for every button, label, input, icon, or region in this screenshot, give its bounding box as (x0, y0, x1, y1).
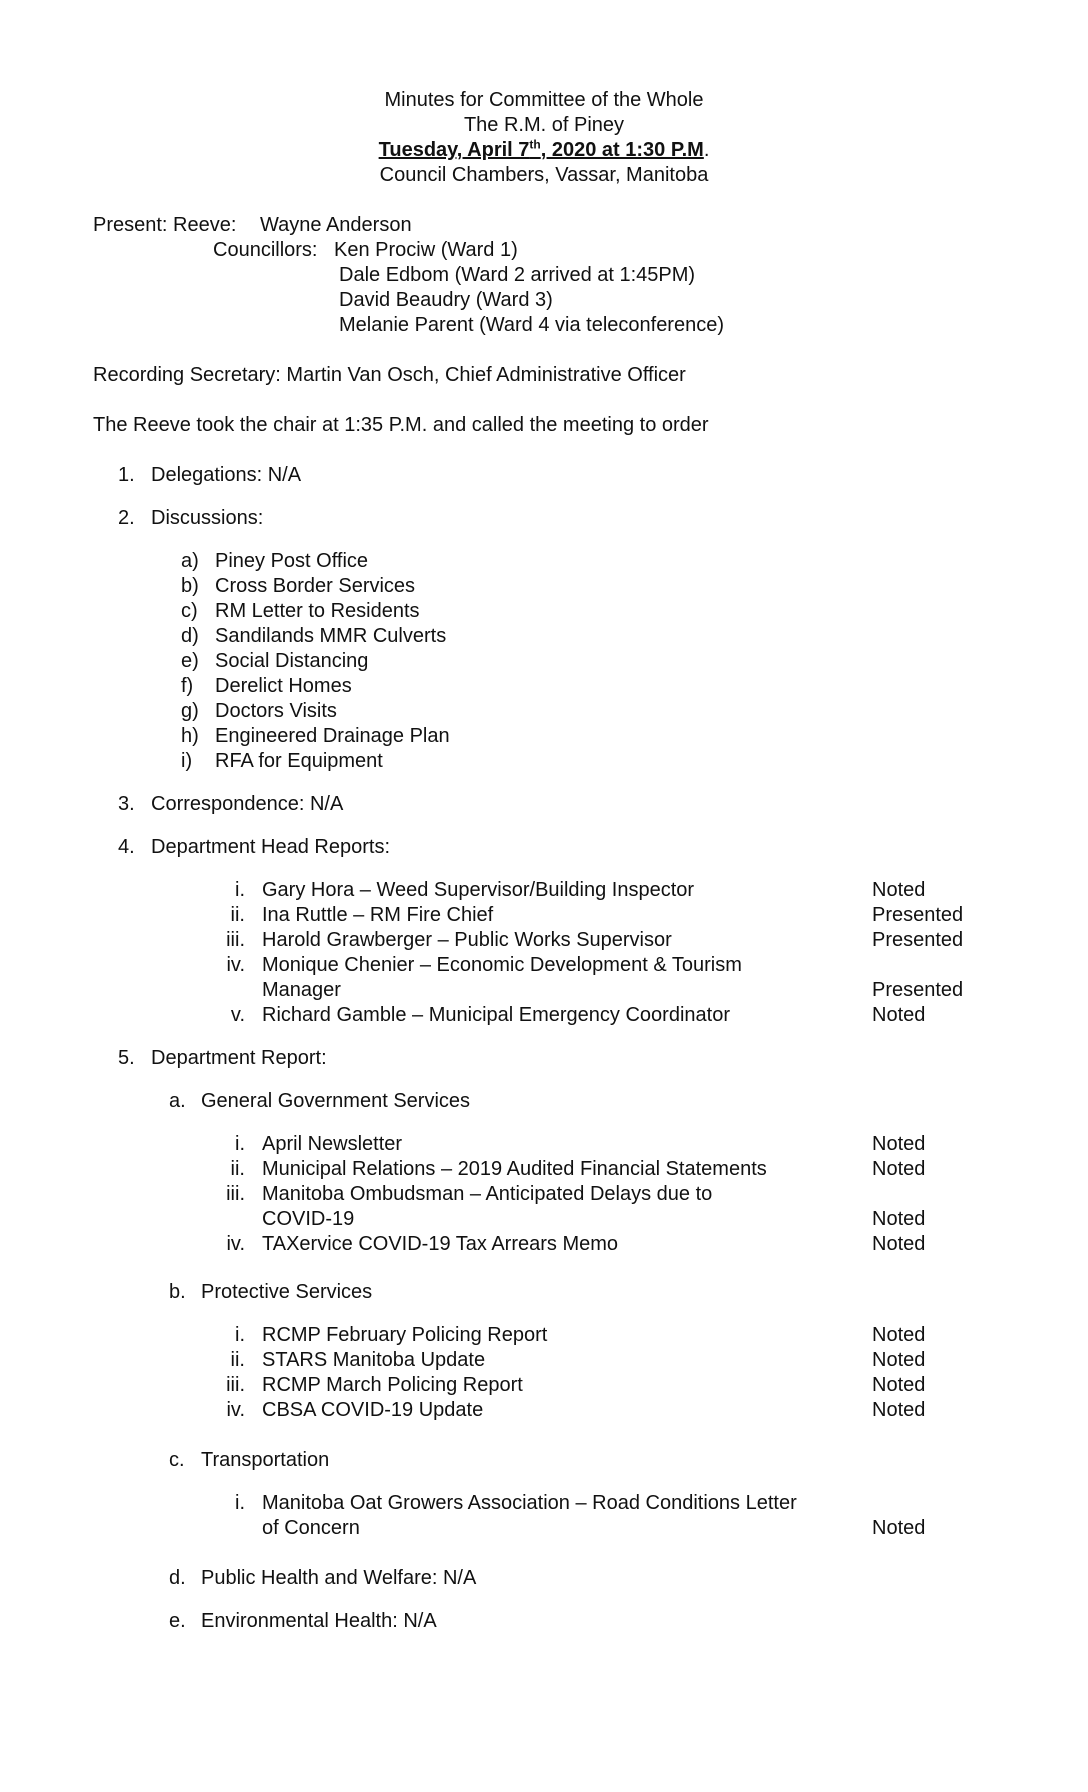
councillor-3: David Beaudry (Ward 3) (339, 289, 553, 311)
report-status: Noted (872, 1233, 926, 1255)
roman-numeral: i. (235, 1492, 245, 1514)
discussion-item: Derelict Homes (215, 675, 352, 697)
report-item: Monique Chenier – Economic Development & Tourism (262, 954, 742, 976)
roman-numeral: ii. (230, 1158, 245, 1180)
item-discussions: Discussions: (151, 507, 264, 529)
report-status: Noted (872, 1517, 926, 1539)
report-item: RCMP February Policing Report (262, 1324, 548, 1346)
section-letter: b. (169, 1281, 186, 1303)
item-number: 1. (118, 464, 135, 486)
report-item-continued: COVID-19 (262, 1208, 355, 1230)
discussion-item: Cross Border Services (215, 575, 416, 597)
roman-numeral: ii. (230, 904, 245, 926)
roman-numeral: v. (230, 1004, 245, 1026)
councillors-label: Councillors: (213, 239, 318, 261)
discussion-item: Sandilands MMR Culverts (215, 625, 447, 647)
item-number: 3. (118, 793, 135, 815)
item-department-report: Department Report: (151, 1047, 327, 1069)
report-status: Presented (872, 929, 964, 951)
list-letter: d) (181, 625, 199, 647)
report-item: April Newsletter (262, 1133, 403, 1155)
roman-numeral: i. (235, 1133, 245, 1155)
list-letter: f) (181, 675, 194, 697)
section-letter: c. (169, 1449, 185, 1471)
report-status: Noted (872, 1374, 926, 1396)
councillor-4: Melanie Parent (Ward 4 via teleconference) (339, 314, 724, 336)
discussion-item: Doctors Visits (215, 700, 337, 722)
report-item: RCMP March Policing Report (262, 1374, 523, 1396)
list-letter: g) (181, 700, 199, 722)
roman-numeral: iv. (226, 1399, 245, 1421)
roman-numeral: iv. (226, 954, 245, 976)
report-item: Municipal Relations – 2019 Audited Financial Statements (262, 1158, 767, 1180)
item-number: 5. (118, 1047, 135, 1069)
report-item: Manitoba Oat Growers Association – Road Conditions Letter (262, 1492, 797, 1514)
report-status: Noted (872, 1133, 926, 1155)
report-status: Noted (872, 1324, 926, 1346)
report-item-continued: of Concern (262, 1517, 360, 1539)
section-title-transportation: Transportation (201, 1449, 330, 1471)
item-number: 2. (118, 507, 135, 529)
roman-numeral: i. (235, 879, 245, 901)
reeve-name: Wayne Anderson (260, 214, 412, 236)
discussion-item: Engineered Drainage Plan (215, 725, 450, 747)
roman-numeral: iii. (226, 1374, 245, 1396)
discussion-item: RM Letter to Residents (215, 600, 420, 622)
report-status: Noted (872, 1158, 926, 1180)
section-title-public-health: Public Health and Welfare: N/A (201, 1567, 477, 1589)
report-item: TAXervice COVID-19 Tax Arrears Memo (262, 1233, 619, 1255)
list-letter: i) (181, 750, 193, 772)
report-status: Presented (872, 979, 964, 1001)
roman-numeral: iii. (226, 1183, 245, 1205)
list-letter: b) (181, 575, 199, 597)
list-letter: c) (181, 600, 198, 622)
councillor-2: Dale Edbom (Ward 2 arrived at 1:45PM) (339, 264, 696, 286)
item-number: 4. (118, 836, 135, 858)
section-letter: a. (169, 1090, 186, 1112)
section-title-protective-services: Protective Services (201, 1281, 373, 1303)
report-status: Presented (872, 904, 964, 926)
discussion-item: Social Distancing (215, 650, 369, 672)
report-item: Ina Ruttle – RM Fire Chief (262, 904, 494, 926)
item-delegations: Delegations: N/A (151, 464, 302, 486)
report-status: Noted (872, 879, 926, 901)
doc-title: Minutes for Committee of the Whole (384, 89, 704, 111)
section-letter: d. (169, 1567, 186, 1589)
chair-statement: The Reeve took the chair at 1:35 P.M. and called the meeting to order (93, 414, 709, 436)
report-item-continued: Manager (262, 979, 341, 1001)
report-item: Gary Hora – Weed Supervisor/Building Inspector (262, 879, 695, 901)
list-letter: h) (181, 725, 199, 747)
discussion-item: Piney Post Office (215, 550, 369, 572)
meeting-date: Tuesday, April 7th, 2020 at 1:30 P.M. (378, 137, 710, 161)
list-letter: e) (181, 650, 199, 672)
report-item: CBSA COVID-19 Update (262, 1399, 484, 1421)
section-title-environmental-health: Environmental Health: N/A (201, 1610, 437, 1632)
roman-numeral: iv. (226, 1233, 245, 1255)
roman-numeral: ii. (230, 1349, 245, 1371)
present-label: Present: Reeve: (93, 214, 237, 236)
report-status: Noted (872, 1208, 926, 1230)
report-item: STARS Manitoba Update (262, 1349, 486, 1371)
report-item: Manitoba Ombudsman – Anticipated Delays due to (262, 1183, 713, 1205)
section-title-general-government: General Government Services (201, 1090, 471, 1112)
report-status: Noted (872, 1399, 926, 1421)
councillor-1: Ken Prociw (Ward 1) (334, 239, 518, 261)
report-status: Noted (872, 1349, 926, 1371)
list-letter: a) (181, 550, 199, 572)
roman-numeral: i. (235, 1324, 245, 1346)
municipality-name: The R.M. of Piney (463, 114, 625, 136)
report-status: Noted (872, 1004, 926, 1026)
section-letter: e. (169, 1610, 186, 1632)
item-department-head-reports: Department Head Reports: (151, 836, 391, 858)
discussion-item: RFA for Equipment (215, 750, 383, 772)
item-correspondence: Correspondence: N/A (151, 793, 344, 815)
report-item: Harold Grawberger – Public Works Supervisor (262, 929, 672, 951)
recording-secretary: Recording Secretary: Martin Van Osch, Chief Administrative Officer (93, 364, 686, 386)
meeting-location: Council Chambers, Vassar, Manitoba (379, 164, 709, 186)
report-item: Richard Gamble – Municipal Emergency Coordinator (262, 1004, 730, 1026)
roman-numeral: iii. (226, 929, 245, 951)
